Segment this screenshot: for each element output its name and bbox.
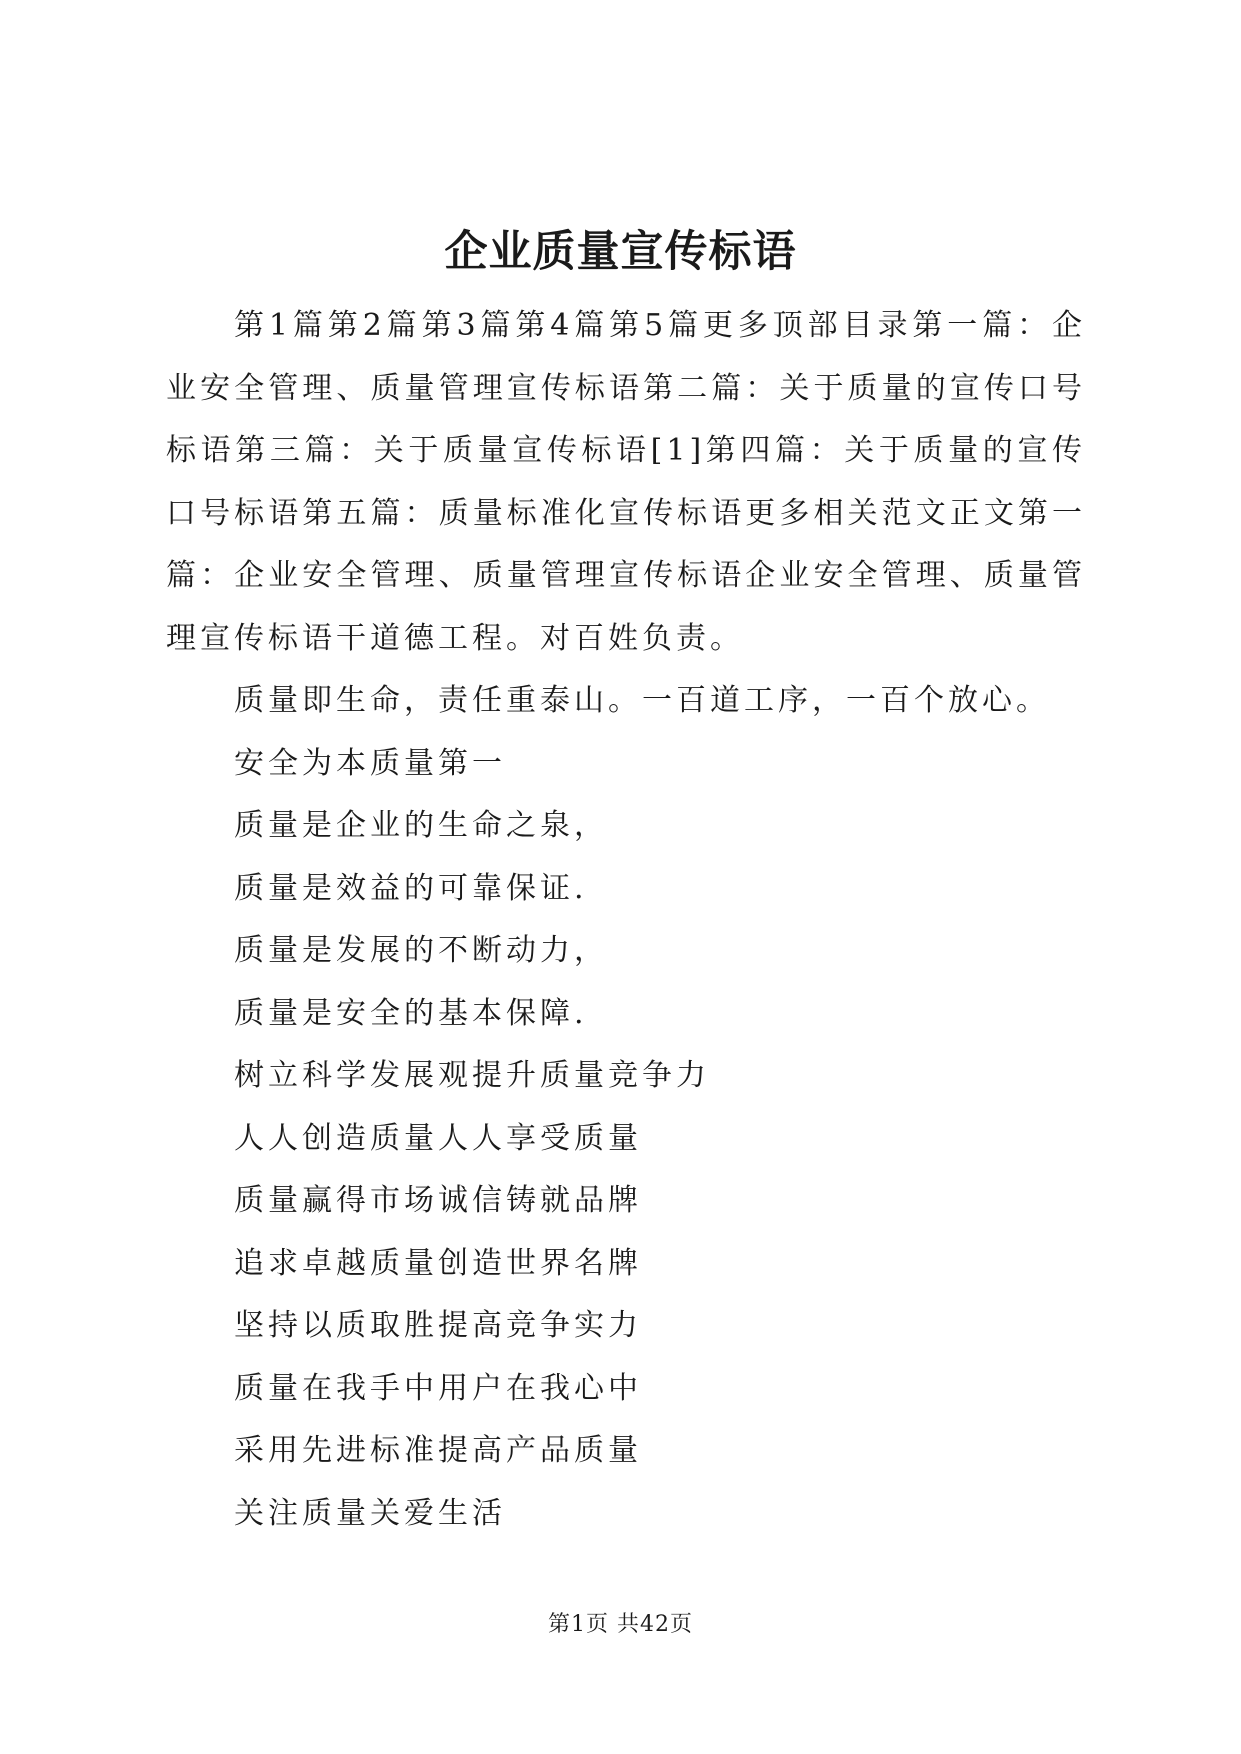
document-title: 企业质量宣传标语 (444, 227, 797, 277)
slogan-line: 质量在我手中用户在我心中 (234, 1370, 642, 1406)
slogan-line: 安全为本质量第一 (234, 745, 506, 781)
slogan-line: 采用先进标准提高产品质量 (234, 1433, 642, 1468)
slogan-line: 树立科学发展观提升质量竞争力 (234, 1058, 710, 1093)
slogan-line: 质量是企业的生命之泉， (234, 808, 608, 843)
slogan-line: 质量是效益的可靠保证. (234, 870, 588, 906)
slogan-line: 关注质量关爱生活 (234, 1495, 506, 1531)
slogan-line: 质量是安全的基本保障. (234, 995, 588, 1031)
slogan-line: 坚持以质取胜提高竞争实力 (234, 1308, 642, 1343)
document-body (166, 295, 1086, 1545)
slogan-line: 质量即生命，责任重泰山。一百道工序，一百个放心。 (234, 683, 1050, 718)
slogan-list (166, 670, 1086, 1545)
page-number-footer: 第1页 共42页 (548, 1612, 693, 1637)
slogan-line: 质量是发展的不断动力， (234, 933, 608, 968)
intro-paragraph: 第1篇第2篇第3篇第4篇第5篇更多顶部目录第一篇：企业安全管理、质量管理宣传标语第二篇：关于质量的宣传口号标语第三篇：关于质量宣传标语[1]第四篇：关于质量的宣传口号标语第五篇：质量标准化宣传标语更多相关范文正文第一篇：企业安全管理、质量管理宣传标语企业安全管理、质量管理宣传标语干道德工程。对百姓负责。 (166, 308, 1086, 656)
slogan-line: 追求卓越质量创造世界名牌 (234, 1245, 642, 1281)
slogan-line: 质量赢得市场诚信铸就品牌 (234, 1183, 642, 1218)
slogan-line: 人人创造质量人人享受质量 (234, 1120, 642, 1156)
